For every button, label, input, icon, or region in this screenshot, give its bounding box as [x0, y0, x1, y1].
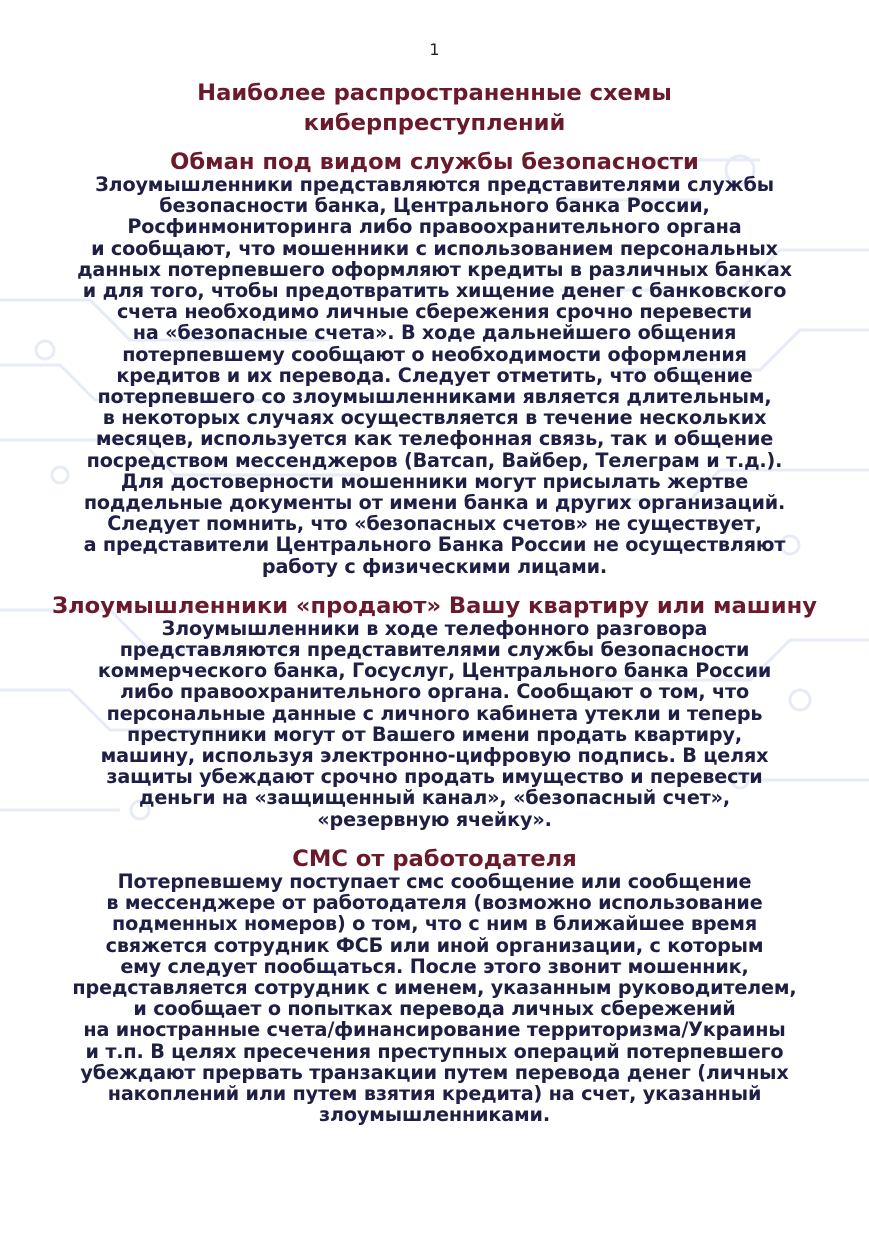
- body-line: злоумышленниками.: [319, 1103, 550, 1127]
- body-line: на иностранные счета/финансирование территоризма/Украины: [83, 1018, 786, 1042]
- body-line: либо правоохранительного органа. Сообщают о том, что: [119, 680, 750, 704]
- body-line: подменных номеров) о том, что с ним в ближайшее время: [112, 912, 757, 936]
- body-line: свяжется сотрудник ФСБ или иной организации, с которым: [105, 933, 764, 957]
- body-line: потерпевшего со злоумышленниками является длительным,: [97, 385, 772, 409]
- body-line: Для достоверности мошенники могут присылать жертве: [120, 469, 749, 493]
- body-line: представляются представителями службы безопасности: [119, 638, 750, 662]
- document-title-line: киберпреступлений: [303, 110, 566, 136]
- body-line: и сообщает о попытках перевода личных сбережений: [133, 997, 736, 1021]
- body-line: в некоторых случаях осуществляется в течение нескольких: [102, 406, 767, 430]
- body-line: защиты убеждают срочно продать имущество и перевести: [106, 765, 763, 789]
- section-body: [0, 618, 869, 830]
- body-line: Росфинмониторинга либо правоохранительного органа: [127, 215, 742, 239]
- body-line: работу с физическими лицами.: [261, 554, 608, 578]
- body-line: деньги на «защищенный канал», «безопасный счет»,: [138, 786, 730, 810]
- body-line: безопасности банка, Центрального банка России,: [159, 194, 710, 218]
- body-line: коммерческого банка, Госуслуг, Центрального банка России: [97, 659, 772, 683]
- body-line: Злоумышленники в ходе телефонного разговора: [161, 616, 708, 640]
- body-line: представляется сотрудник с именем, указанным руководителем,: [72, 975, 797, 999]
- body-line: «резервную ячейку».: [317, 807, 552, 831]
- body-line: и т.п. В целях пресечения преступных операций потерпевшего: [85, 1039, 784, 1063]
- body-line: и для того, чтобы предотвратить хищение денег с банковского: [82, 279, 787, 303]
- body-line: Следует помнить, что «безопасных счетов» не существует,: [107, 512, 762, 536]
- section-body: [0, 871, 869, 1125]
- body-line: и сообщают, что мошенники с использованием персональных: [91, 236, 778, 260]
- body-line: поддельные документы от имени банка и других организаций.: [83, 491, 786, 515]
- section-body: [0, 174, 869, 577]
- body-line: месяцев, используется как телефонная связь, так и общение: [95, 427, 774, 451]
- body-line: в мессенджере от работодателя (возможно использование: [106, 891, 763, 915]
- body-line: ему следует пообщаться. После этого звонит мошенник,: [120, 954, 749, 978]
- body-line: убеждают прервать транзакции путем перевода денег (личных: [80, 1060, 789, 1084]
- body-line: на «безопасные счета». В ходе дальнейшего общения: [132, 321, 737, 345]
- body-line: Злоумышленники представляются представителями службы: [95, 173, 774, 196]
- section-employer-sms-scam: [0, 845, 869, 1127]
- body-line: накоплений или путем взятия кредита) на счет, указанный: [107, 1081, 762, 1105]
- document-content: [0, 78, 869, 1125]
- body-line: Потерпевшему поступает смс сообщение или сообщение: [117, 869, 752, 893]
- body-line: данных потерпевшего оформляют кредиты в различных банках: [77, 257, 792, 281]
- body-line: машину, используя электронно-цифровую подпись. В целях: [100, 744, 769, 768]
- body-line: преступники могут от Вашего имени продать квартиру,: [126, 722, 742, 746]
- section-security-service-scam: [0, 151, 869, 577]
- body-line: посредством мессенджеров (Ватсап, Вайбер, Телеграм и т.д.).: [86, 448, 783, 472]
- body-line: персональные данные с личного кабинета утекли и теперь: [106, 701, 763, 725]
- body-line: а представители Центрального Банка России не осуществляют: [83, 533, 786, 557]
- document-title-line: Наиболее распространенные схемы: [197, 80, 672, 106]
- document-title: [0, 78, 869, 138]
- section-property-sale-scam: [0, 592, 869, 831]
- body-line: кредитов и их перевода. Следует отметить, что общение: [116, 363, 753, 387]
- section-heading: СМС от работодателя: [292, 845, 577, 872]
- page-number: 1: [429, 40, 440, 59]
- body-line: счета необходимо личные сбережения срочно перевести: [116, 300, 753, 324]
- section-heading: Злоумышленники «продают» Вашу квартиру или машину: [52, 592, 817, 619]
- section-heading: Обман под видом службы безопасности: [170, 149, 699, 175]
- body-line: потерпевшему сообщают о необходимости оформления: [122, 342, 747, 366]
